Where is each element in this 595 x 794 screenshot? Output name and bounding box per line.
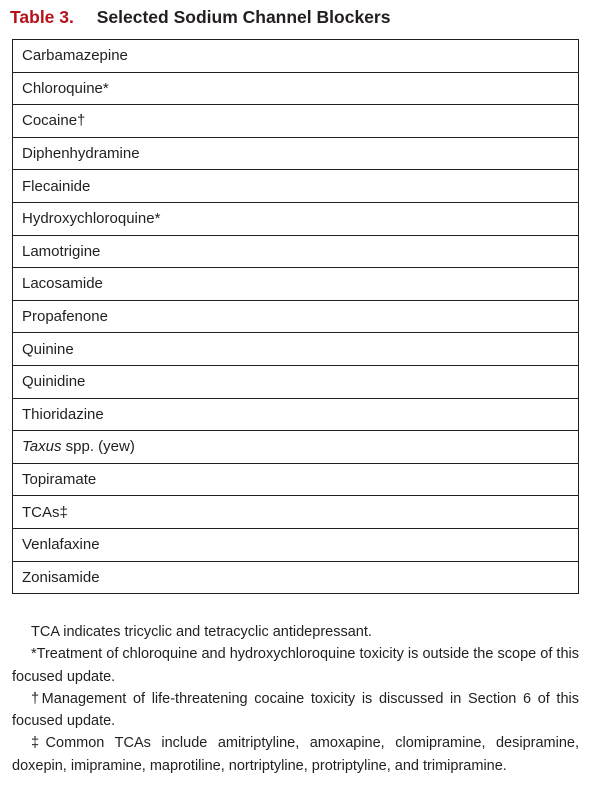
table-row [13,40,579,73]
table-footnotes [12,621,579,777]
footnote-dagger: †Management of life-threatening cocaine toxicity is discussed in Section 6 of this focused update. [12,690,579,730]
table-cell: Hydroxychloroquine* [13,202,579,235]
table-row [13,528,579,561]
table-cell: Venlafaxine [13,528,579,561]
table-cell: Carbamazepine [13,40,579,73]
table-cell: Zonisamide [13,561,579,594]
table-cell: TCAs‡ [13,496,579,529]
taxus-genus: Taxus [22,438,62,456]
taxus-rest: spp. (yew) [61,438,135,456]
table-row [13,561,579,594]
table-cell: Propafenone [13,300,579,333]
table-cell: Lacosamide [13,268,579,301]
table-row [13,137,579,170]
table-cell: Lamotrigine [13,235,579,268]
table-cell: Flecainide [13,170,579,203]
table-cell: Chloroquine* [13,72,579,105]
table-row [13,463,579,496]
table-cell: Thioridazine [13,398,579,431]
table-row [13,431,579,464]
table-row [13,496,579,529]
table-label: Table 3. [10,7,74,27]
footnote-double-dagger: ‡Common TCAs include amitriptyline, amoxapine, clomipramine, desipramine, doxepin, imipramine, maprotiline, nortriptyline, protriptyline, and trimipramine. [12,735,579,774]
table-row [13,333,579,366]
table-title: Selected Sodium Channel Blockers [96,7,391,27]
table-row [13,365,579,398]
table-cell: Quinine [13,333,579,366]
table-cell-taxus [13,431,579,464]
table-row [13,398,579,431]
table-row [13,268,579,301]
table-caption [10,7,390,28]
table-cell: Topiramate [13,463,579,496]
table-row [13,105,579,138]
table-cell: Cocaine† [13,105,579,138]
footnote-asterisk: *Treatment of chloroquine and hydroxychloroquine toxicity is outside the scope of this focused update. [12,646,579,685]
table-row [13,72,579,105]
table-row [13,235,579,268]
table-cell: Diphenhydramine [13,137,579,170]
table-cell: Quinidine [13,365,579,398]
table-row [13,202,579,235]
table-row [13,300,579,333]
sodium-channel-blockers-table [12,39,579,594]
table-row [13,170,579,203]
footnote-tca: TCA indicates tricyclic and tetracyclic antidepressant. [31,624,372,640]
